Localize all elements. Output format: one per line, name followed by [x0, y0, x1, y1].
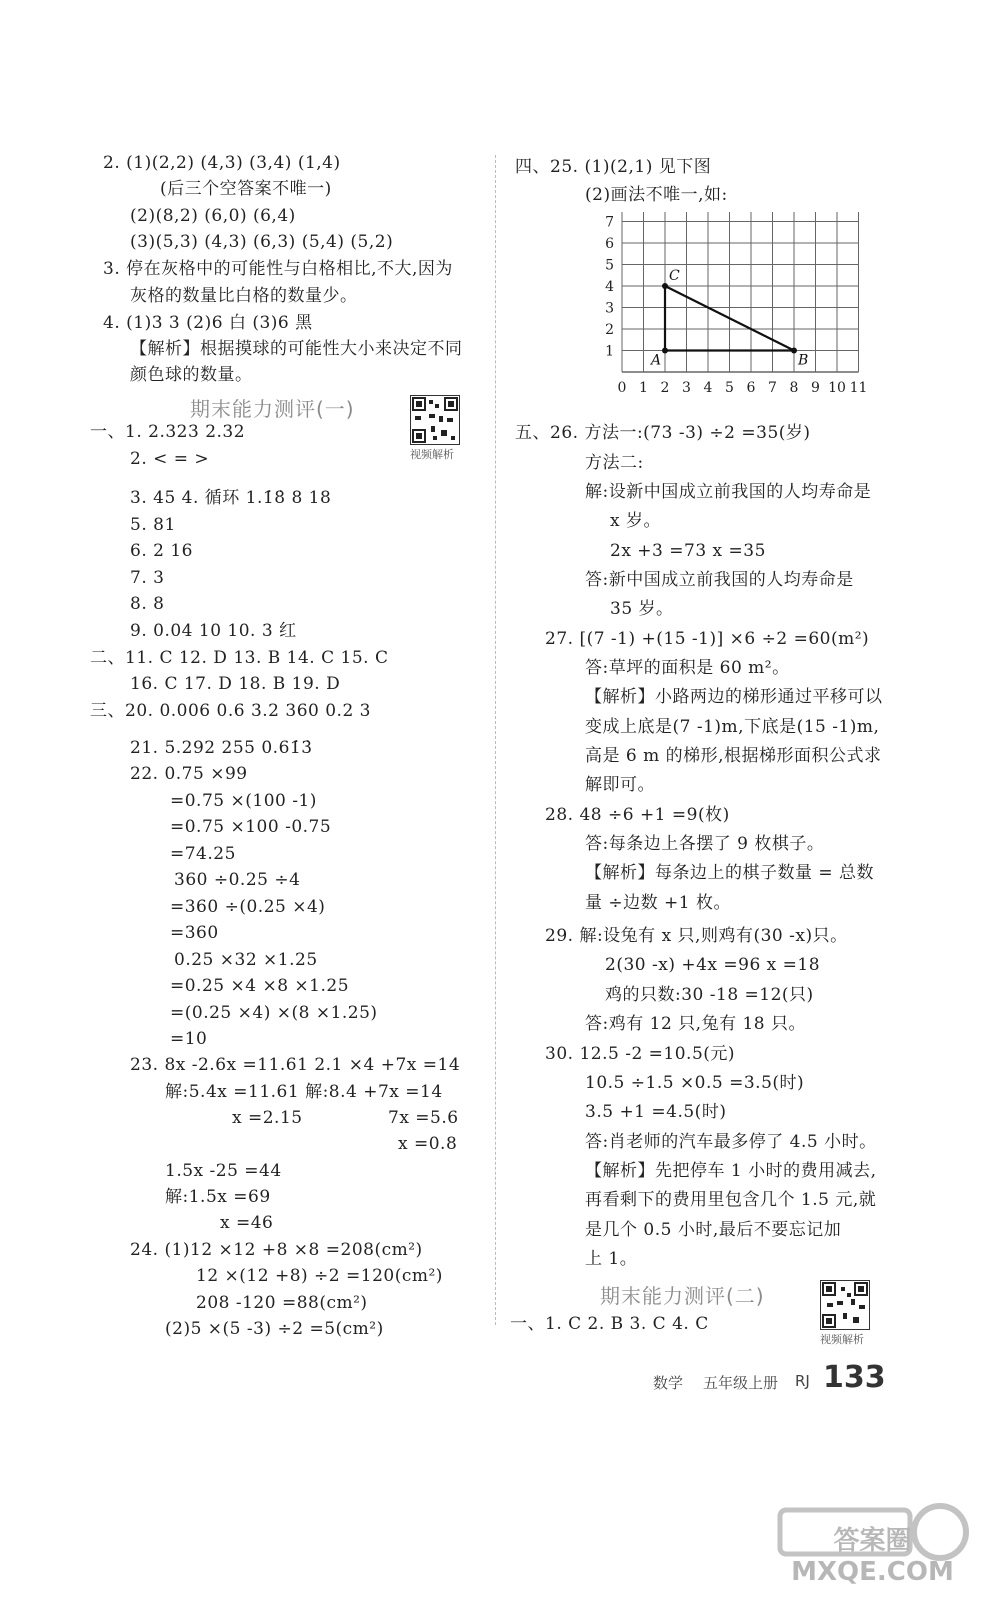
footer-edition: RJ	[795, 1372, 810, 1390]
analysis-line: 【解析】小路两边的梯形通过平移可以	[585, 687, 883, 707]
analysis-line: 【解析】根据摸球的可能性大小来决定不同	[130, 339, 463, 359]
analysis-line: 【解析】先把停车 1 小时的费用减去,	[585, 1161, 877, 1181]
answer-line: (2)(8,2) (6,0) (6,4)	[130, 206, 296, 226]
watermark-logo	[760, 1500, 985, 1595]
answer-line: 8. 8	[130, 594, 165, 614]
answer-line: 答:肖老师的汽车最多停了 4.5 小时。	[585, 1132, 877, 1152]
x-tick-label: 9	[811, 380, 820, 396]
answer-line: 5. 81	[130, 515, 176, 535]
section-title-exam-1: 期末能力测评(一)	[190, 397, 355, 421]
answer-line: (3)(5,3) (4,3) (6,3) (5,4) (5,2)	[130, 232, 394, 252]
point-C	[662, 283, 668, 289]
calc-line: 解:1.5x =69	[165, 1187, 271, 1207]
answer-line: 22. 0.75 ×99	[130, 764, 248, 784]
calc-line: x =2.15	[232, 1108, 303, 1128]
calc-line: 0.25 ×32 ×1.25	[174, 950, 318, 970]
answer-line: (后三个空答案不唯一)	[160, 179, 332, 199]
calc-line: =360 ÷(0.25 ×4)	[170, 897, 326, 917]
answer-line: 一、1. 2.323 2.32	[90, 422, 246, 442]
x-tick-label: 5	[725, 380, 734, 396]
column-divider	[495, 155, 496, 1325]
analysis-line: 变成上底是(7 -1)m,下底是(15 -1)m,	[585, 717, 880, 737]
qr-caption: 视频解析	[820, 1333, 864, 1346]
x-tick-label: 2	[660, 380, 670, 396]
calc-line: =(0.25 ×4) ×(8 ×1.25)	[170, 1003, 378, 1023]
x-tick-label: 7	[768, 380, 777, 396]
point-A	[662, 348, 668, 354]
calc-line: 3.5 +1 =4.5(时)	[585, 1102, 727, 1122]
calc-line: 1.5x -25 =44	[165, 1161, 282, 1181]
qr-caption: 视频解析	[410, 448, 454, 461]
answer-line: 35 岁。	[610, 599, 674, 619]
y-tick-label: 3	[605, 300, 614, 317]
answer-line: 16. C 17. D 18. B 19. D	[130, 674, 341, 694]
calc-line: =360	[170, 923, 219, 943]
answer-line: 答:每条边上各摆了 9 枚棋子。	[585, 834, 825, 854]
y-tick-label: 2	[605, 322, 614, 338]
calc-line: =74.25	[170, 844, 236, 864]
page-number: 133	[823, 1360, 886, 1395]
calc-line: 鸡的只数:30 -18 =12(只)	[605, 985, 814, 1005]
answer-line: 24. (1)12 ×12 +8 ×8 =208(cm²)	[130, 1240, 423, 1260]
analysis-line: 上 1。	[585, 1249, 638, 1269]
answer-line: 29. 解:设兔有 x 只,则鸡有(30 -x)只。	[545, 926, 848, 946]
answer-line: (2)画法不唯一,如:	[585, 185, 728, 205]
calc-line: =0.25 ×4 ×8 ×1.25	[170, 976, 350, 996]
calc-line: 7x =5.6	[388, 1108, 459, 1128]
answer-line: 30. 12.5 -2 =10.5(元)	[545, 1044, 736, 1064]
answer-line: 3. 停在灰格中的可能性与白格相比,不大,因为	[103, 259, 453, 279]
answer-line: 答:新中国成立前我国的人均寿命是	[585, 570, 854, 590]
answer-line: 27. [(7 -1) +(15 -1)] ×6 ÷2 =60(m²)	[545, 629, 870, 649]
analysis-line: 量 ÷边数 +1 枚。	[585, 893, 732, 913]
calc-line: x =0.8	[398, 1134, 458, 1154]
calc-line: 12 ×(12 +8) ÷2 =120(cm²)	[196, 1266, 443, 1286]
calc-line: 208 -120 =88(cm²)	[196, 1293, 368, 1313]
calc-line: 2(30 -x) +4x =96 x =18	[605, 955, 821, 975]
answer-line: 五、26. 方法一:(73 -3) ÷2 =35(岁)	[515, 423, 811, 443]
x-tick-label: 3	[682, 380, 691, 396]
calc-line: =10	[170, 1029, 208, 1049]
x-tick-label: 0	[617, 380, 627, 396]
y-tick-label: 1	[605, 343, 614, 360]
answer-line: 6. 2 16	[130, 541, 193, 561]
x-tick-label: 8	[789, 380, 799, 396]
calc-line: 10.5 ÷1.5 ×0.5 =3.5(时)	[585, 1073, 805, 1093]
analysis-line: 再看剩下的费用里包含几个 1.5 元,就	[585, 1190, 877, 1210]
section-title-exam-2: 期末能力测评(二)	[600, 1284, 765, 1308]
y-tick-label: 6	[605, 236, 614, 252]
answer-line: 21. 5.292 255 0.61̇3̇	[130, 738, 313, 758]
y-tick-label: 5	[605, 257, 614, 274]
calc-line: =0.75 ×(100 -1)	[170, 791, 317, 811]
x-tick-label: 4	[703, 380, 713, 396]
analysis-line: 是几个 0.5 小时,最后不要忘记加	[585, 1220, 842, 1240]
answer-line: 二、11. C 12. D 13. B 14. C 15. C	[90, 648, 389, 668]
answer-line: 答:鸡有 12 只,兔有 18 只。	[585, 1014, 807, 1034]
analysis-line: 高是 6 m 的梯形,根据梯形面积公式求	[585, 746, 882, 766]
calc-line: 360 ÷0.25 ÷4	[174, 870, 301, 890]
y-tick-label: 4	[605, 279, 614, 295]
answer-line: x 岁。	[610, 511, 661, 531]
answer-line: 2. < = >	[130, 449, 210, 469]
x-tick-label: 10	[828, 380, 846, 396]
x-tick-label: 6	[746, 380, 756, 396]
qr-code-icon[interactable]	[820, 1280, 870, 1330]
answer-line: 4. (1)3 3 (2)6 白 (3)6 黑	[103, 313, 313, 333]
calc-line: (2)5 ×(5 -3) ÷2 =5(cm²)	[165, 1319, 384, 1339]
analysis-line: 【解析】每条边上的棋子数量 = 总数	[585, 863, 875, 883]
answer-line: 三、20. 0.006 0.6 3.2 360 0.2 3	[90, 701, 371, 721]
calc-line: 解:5.4x =11.61 解:8.4 +7x =14	[165, 1082, 443, 1102]
point-B	[791, 348, 797, 354]
answer-line: 一、1. C 2. B 3. C 4. C	[510, 1314, 709, 1334]
footer-grade: 五年级上册	[703, 1374, 779, 1392]
answer-line: 四、25. (1)(2,1) 见下图	[515, 157, 712, 177]
coordinate-grid-graph	[600, 212, 880, 437]
footer-subject: 数学	[653, 1374, 684, 1392]
point-label-C: C	[669, 268, 680, 284]
answer-line: 7. 3	[130, 568, 165, 588]
answer-line: 28. 48 ÷6 +1 =9(枚)	[545, 805, 730, 825]
x-tick-label: 1	[639, 380, 648, 396]
answer-line: 3. 45 4. 循环 1.1̇8̇ 8 18	[130, 488, 332, 508]
watermark-text: 答案圈 MXQE.COM	[791, 1526, 954, 1587]
x-tick-label: 11	[849, 380, 868, 396]
analysis-line: 解即可。	[585, 775, 655, 795]
answer-line: 9. 0.04 10 10. 3 红	[130, 621, 297, 641]
analysis-line: 颜色球的数量。	[130, 365, 253, 385]
answer-line: 答:草坪的面积是 60 m²。	[585, 658, 790, 678]
answer-line: 灰格的数量比白格的数量少。	[130, 286, 358, 306]
answer-line: 23. 8x -2.6x =11.61 2.1 ×4 +7x =14	[130, 1055, 461, 1075]
answer-line: 方法二:	[585, 453, 644, 473]
calc-line: x =46	[220, 1213, 274, 1233]
calc-line: 2x +3 =73 x =35	[610, 541, 766, 561]
point-label-A: A	[651, 352, 662, 369]
qr-code-icon[interactable]	[410, 395, 460, 445]
answer-line: 解:设新中国成立前我国的人均寿命是	[585, 482, 872, 502]
y-tick-label: 7	[605, 214, 614, 231]
point-label-B: B	[798, 352, 809, 369]
calc-line: =0.75 ×100 -0.75	[170, 817, 332, 837]
answer-line: 2. (1)(2,2) (4,3) (3,4) (1,4)	[103, 153, 341, 173]
